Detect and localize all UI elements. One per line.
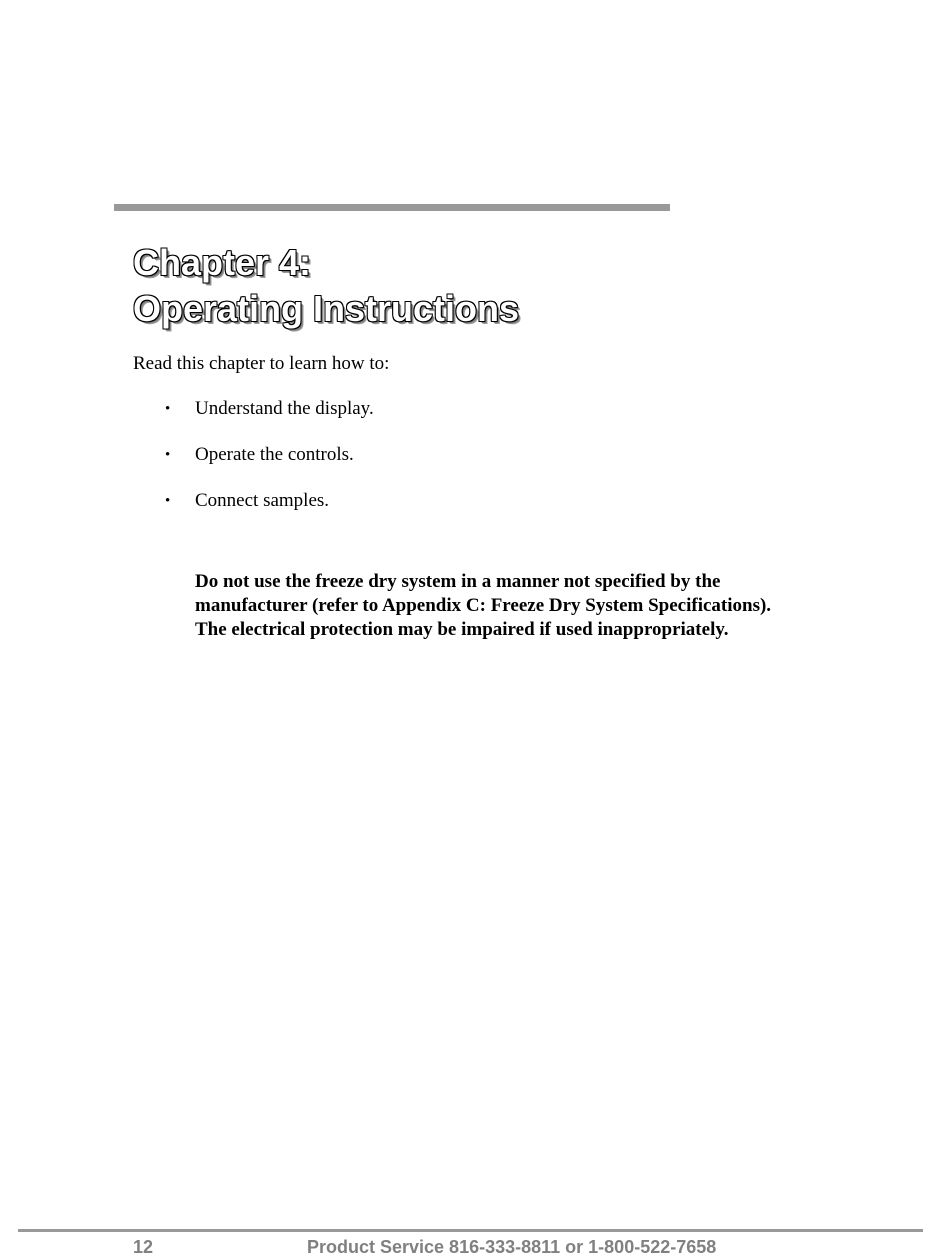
chapter-name: Operating Instructions bbox=[133, 288, 520, 329]
chapter-number: Chapter 4: bbox=[133, 242, 312, 283]
bullet-icon: • bbox=[165, 401, 171, 417]
list-item-text: Operate the controls. bbox=[195, 444, 354, 465]
footer-rule bbox=[18, 1229, 923, 1232]
page-number: 12 bbox=[133, 1237, 154, 1257]
footer-service-contact: Product Service 816-333-8811 or 1-800-522-7658 bbox=[307, 1237, 717, 1257]
bullet-icon: • bbox=[165, 447, 171, 463]
list-item-text: Connect samples. bbox=[195, 490, 330, 511]
intro-text: Read this chapter to learn how to: bbox=[133, 353, 390, 374]
chapter-header-rule bbox=[114, 204, 670, 211]
warning-note: Do not use the freeze dry system in a manner not specified by the manufacturer (refer to Appendix C: Freeze Dry System Specifications). The electrical protection may be impaired if used inappropriately. bbox=[195, 571, 772, 640]
chapter-title bbox=[133, 240, 519, 332]
list-item-text: Understand the display. bbox=[195, 398, 374, 419]
bullet-icon: • bbox=[165, 493, 171, 509]
